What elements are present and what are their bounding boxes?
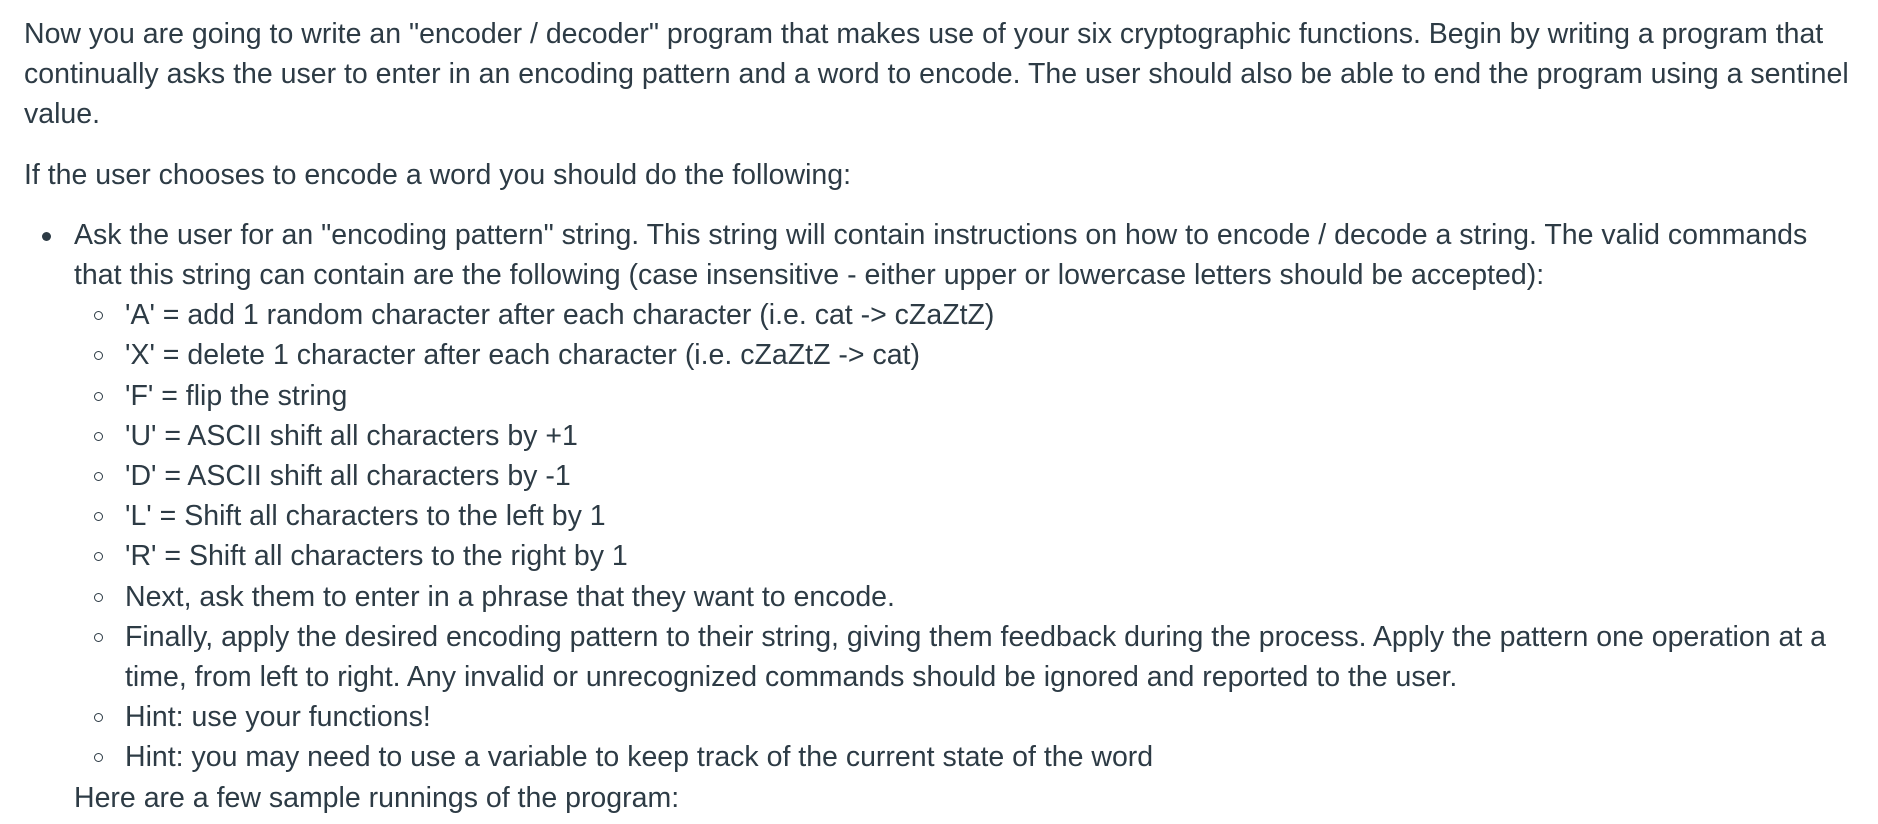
main-item-text: Ask the user for an "encoding pattern" string. This string will contain instructions on how to encode / decode a string. The valid commands that this string can contain are the following (case insensitive - either upper or lowercase letters should be accepted): bbox=[74, 218, 1808, 292]
bullet-circle-icon bbox=[94, 432, 103, 441]
bullet-disc-icon bbox=[42, 232, 51, 241]
bullet-circle-icon bbox=[94, 753, 103, 762]
list-item: 'D' = ASCII shift all characters by -1 bbox=[125, 456, 1854, 496]
trailing-text: Here are a few sample runnings of the program: bbox=[74, 781, 680, 814]
list-item: Hint: use your functions! bbox=[125, 697, 1854, 737]
list-item: Next, ask them to enter in a phrase that they want to encode. bbox=[125, 577, 1854, 617]
bullet-circle-icon bbox=[94, 633, 103, 642]
list-item: 'U' = ASCII shift all characters by +1 bbox=[125, 416, 1854, 456]
list-item bbox=[74, 215, 1854, 818]
intro-paragraph: Now you are going to write an "encoder / decoder" program that makes use of your six cryptographic functions. Begin by writing a program that continually asks the user to enter in an encoding pattern and a word to encode. The user should also be able to end the program using a sentinel value. bbox=[24, 18, 1849, 131]
lead-paragraph: If the user chooses to encode a word you should do the following: bbox=[24, 158, 852, 191]
list-item: Finally, apply the desired encoding pattern to their string, giving them feedback during the process. Apply the pattern one operation at a time, from left to right. Any invalid or unrecognized commands should be ignored and reported to the user. bbox=[125, 617, 1854, 697]
assignment-content bbox=[24, 14, 1854, 818]
bullet-circle-icon bbox=[94, 713, 103, 722]
bullet-circle-icon bbox=[94, 311, 103, 320]
bullet-circle-icon bbox=[94, 351, 103, 360]
list-item: 'F' = flip the string bbox=[125, 376, 1854, 416]
list-item: 'X' = delete 1 character after each character (i.e. cZaZtZ -> cat) bbox=[125, 335, 1854, 375]
bullet-circle-icon bbox=[94, 593, 103, 602]
bullet-circle-icon bbox=[94, 472, 103, 481]
bullet-circle-icon bbox=[94, 392, 103, 401]
instruction-list bbox=[24, 215, 1854, 818]
list-item: Hint: you may need to use a variable to keep track of the current state of the word bbox=[125, 737, 1854, 777]
list-item: 'L' = Shift all characters to the left by 1 bbox=[125, 496, 1854, 536]
bullet-circle-icon bbox=[94, 512, 103, 521]
bullet-circle-icon bbox=[94, 552, 103, 561]
list-item: 'A' = add 1 random character after each character (i.e. cat -> cZaZtZ) bbox=[125, 295, 1854, 335]
command-list bbox=[74, 295, 1854, 777]
list-item: 'R' = Shift all characters to the right by 1 bbox=[125, 536, 1854, 576]
